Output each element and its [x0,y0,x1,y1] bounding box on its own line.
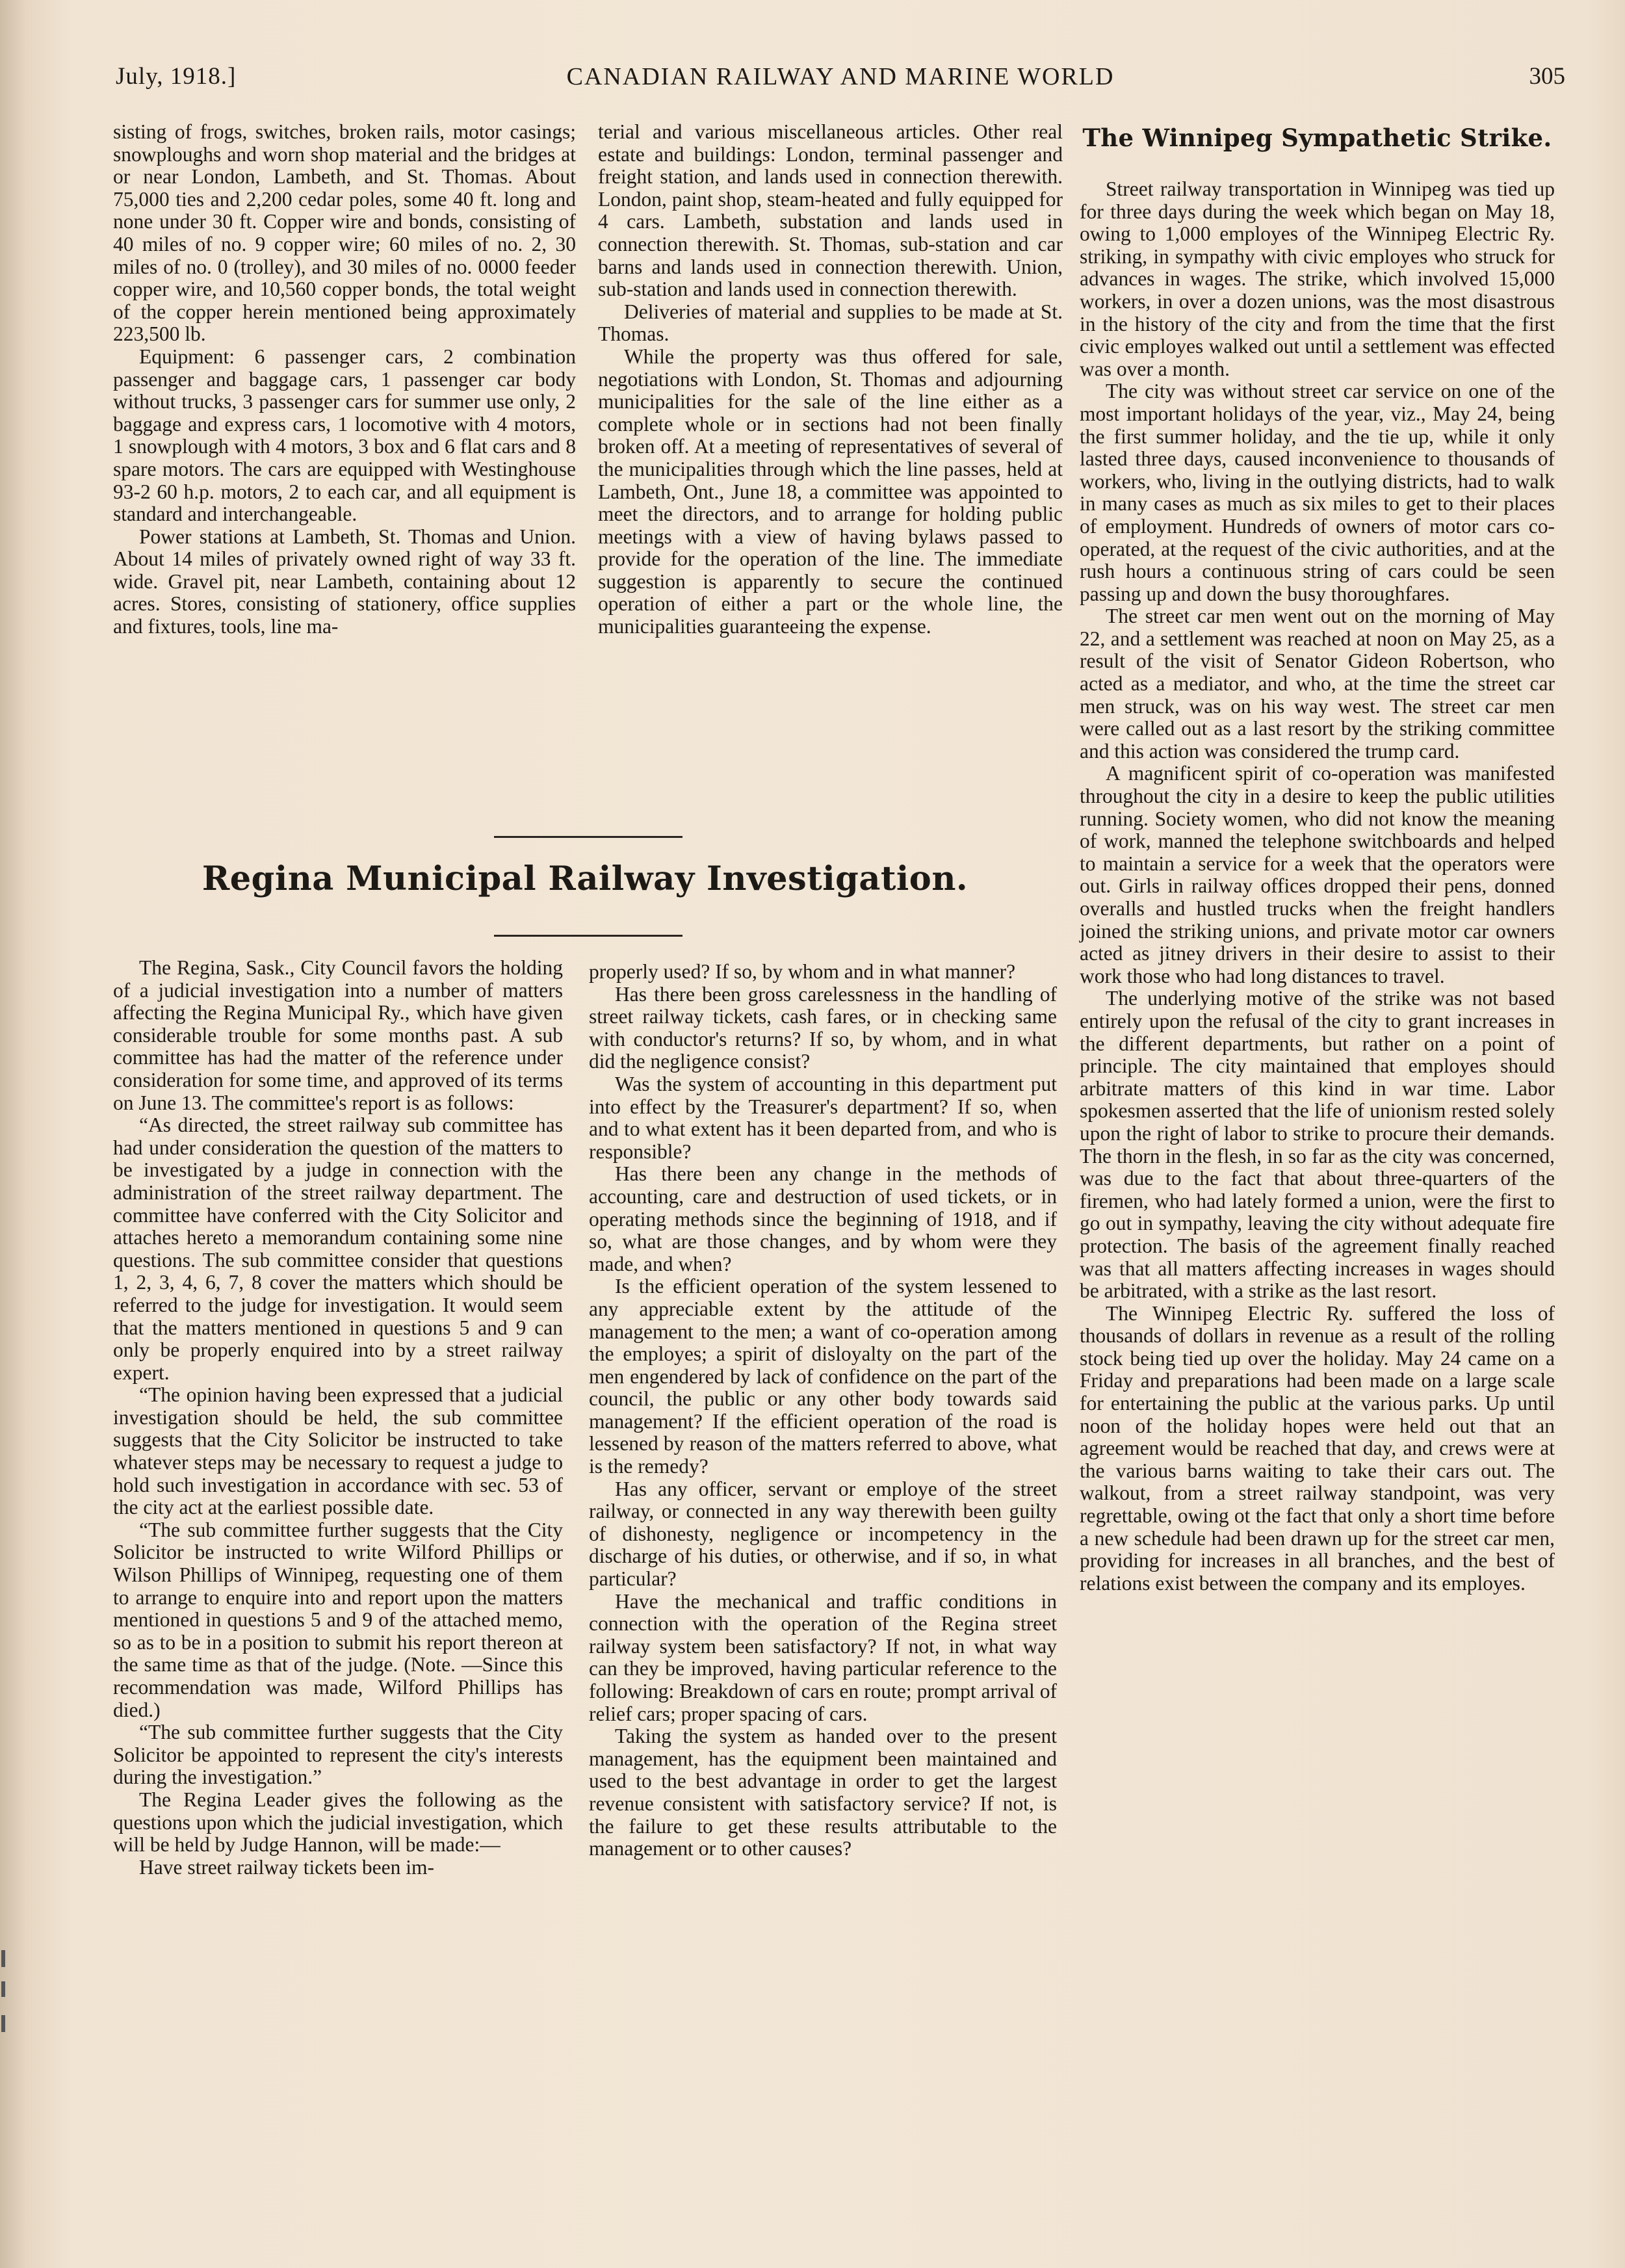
running-head [116,62,1565,95]
continued-article-left-column [113,121,576,638]
paragraph: “The sub committee further suggests that the City Solicitor be appointed to represent the city's interests during the investigation.” [113,1721,563,1789]
paragraph: The underlying motive of the strike was not based entirely upon the refusal of the city to grant increases in the different departments, but rather on a point of principle. The city maintained that employes should arbitrate matters of this kind in war time. Labor spokesmen asserted that the life of unionism rested solely upon the right of labor to strike to procure their demands. The thorn in the flesh, in so far as the city was concerned, was due to the fact that about three-quarters of the firemen, who had lately formed a union, were the first to go out in sympathy, leaving the city without adequate fire protection. The basis of the agreement finally reached was that all matters affecting increases in wages should be arbitrated, with a strike as the last resort. [1080,987,1555,1303]
paragraph: Deliveries of material and supplies to be made at St. Thomas. [598,300,1063,346]
paragraph: The Winnipeg Electric Ry. suffered the loss of thousands of dollars in revenue as a result of the rolling stock being tied up over the holiday. May 24 came on a Friday and preparations had been made on a large scale for entertaining the public at the various parks. Up until noon of the holiday hopes were held out that an agreement would be reached that day, and crews were at the various barns waiting to take their cars out. The walkout, from a street railway standpoint, was very regrettable, owing ot the fact that only a short time before a new schedule had been drawn up for the street car men, providing for increases in all branches, and the best of relations exist between the company and its employes. [1080,1301,1555,1595]
paragraph: Has there been gross carelessness in the handling of street railway tickets, cash fares, or in checking same with conductor's returns? If so, by whom, and in what did the negligence consist? [589,982,1057,1073]
paragraph: The Regina Leader gives the following as the questions upon which the judicial investigation, which will be held by Judge Hannon, will be made:— [113,1788,563,1857]
paragraph: Equipment: 6 passenger cars, 2 combination passenger and baggage cars, 1 passenger car body without trucks, 3 passenger cars for summer use only, 2 baggage and express cars, 1 locomotive with 4 motors, 1 snowplough with 4 motors, 3 box and 6 flat cars and 8 spare motors. The cars are equipped with Westinghouse 93-2 60 h.p. motors, 2 to each car, and all equipment is standard and interchangeable. [113,345,576,526]
regina-investigation-headline: Regina Municipal Railway Investigation. [202,859,968,898]
paragraph: Has any officer, servant or employe of the street railway, or connected in any way therewith been guilty of dishonesty, negligence or incompetency in the discharge of his duties, or otherwise, and if so, in what particular? [589,1477,1057,1591]
paragraph: Street railway transportation in Winnipeg was tied up for three days during the week which began on May 18, owing to 1,000 employes of the Winnipeg Electric Ry. striking, in sympathy with civic employes who struck for advances in wages. The strike, which involved 15,000 workers, in over a dozen unions, was the most disastrous in the history of the city and from the time that the first civic employes walked out until a settlement was effected was over a month. [1080,177,1555,380]
paragraph: Have street railway tickets been im- [139,1855,434,1879]
journal-title: CANADIAN RAILWAY AND MARINE WORLD [566,63,1115,90]
paragraph: A magnificent spirit of co-operation was manifested throughout the city in a desire to keep the public utilities running. Society women, who did not know the meaning of work, manned the telephone switchboards and helped to maintain a service for a week that the operators were out. Girls in railway offices dropped their pens, donned overalls and hustled trucks when the freight handlers joined the striking unions, and private motor car owners acted as jitney drivers in their desire to assist to their work those who had long distances to travel. [1080,762,1555,987]
regina-article-middle-column [589,961,1057,1860]
winnipeg-strike-column [1080,121,1555,1595]
paragraph: While the property was thus offered for sale, negotiations with London, St. Thomas and adjourning municipalities for the sale of the line either as a complete whole or in sections had not been finally broken off. At a meeting of representatives of several of the municipalities through which the line passes, held at Lambeth, Ont., June 18, a committee was appointed to meet the directors, and to arrange for holding public meetings with a view of having bylaws passed to provide for the operation of the line. The immediate suggestion is apparently to secure the continued operation of either a part or the whole line, the municipalities guaranteeing the expense. [598,345,1063,638]
paragraph: Has there been any change in the methods of accounting, care and destruction of used tickets, or in operating methods since the beginning of 1918, and if so, what are those changes, and by whom were they made, and when? [589,1162,1057,1275]
paragraph: Power stations at Lambeth, St. Thomas and Union. About 14 miles of privately owned right of way 33 ft. wide. Gravel pit, near Lambeth, containing about 12 acres. Stores, consisting of stationery, office supplies and fixtures, tools, line ma- [113,525,576,638]
paragraph: properly used? If so, by whom and in what manner? [589,960,1016,983]
continued-article-middle-column [598,121,1063,638]
winnipeg-strike-headline: The Winnipeg Sympathetic Strike. [1082,124,1552,152]
paragraph: “As directed, the street railway sub committee has had under consideration the question of the matters to be investigated by a judge in connection with the administration of the street railway department. The committee have conferred with the City Solicitor and attaches hereto a memorandum containing some nine questions. The sub committee consider that questions 1, 2, 3, 4, 6, 7, 8 cover the matters which should be referred to the judge for investigation. It would seem that the matters mentioned in questions 5 and 9 can only be properly enquired into by a street railway expert. [113,1114,563,1384]
paragraph: The street car men went out on the morning of May 22, and a settlement was reached at noon on May 25, as a result of the visit of Senator Gideon Robertson, who acted as a mediator, and who, at the time the street car men struck, was on his way west. The street car men were called out as a last resort by the striking committee and this action was considered the trump card. [1080,605,1555,763]
page-number: 305 [1529,63,1565,90]
paragraph: The city was without street car service on one of the most important holidays of the year, viz., May 24, being the first summer holiday, and the tie up, while it only lasted three days, caused inconvenience to thousands of workers, who, living in the outlying districts, had to walk in many cases as much as six miles to get to their places of employment. Hundreds of owners of motor cars co-operated, at the request of the civic authorities, and at the rush hours a continuous string of cars could be seen passing up and down the busy thoroughfares. [1080,380,1555,605]
headline-rule-top [494,836,682,838]
paragraph: “The sub committee further suggests that the City Solicitor be instructed to write Wilford Phillips or Wilson Phillips of Winnipeg, requesting one of them to arrange to enquire into and report upon the matters mentioned in questions 5 and 9 of the attached memo, so as to be in a position to submit his report thereon at the same time as that of the judge. (Note. —Since this recommendation was made, Wilford Phillips has died.) [113,1518,563,1721]
paragraph: Is the efficient operation of the system lessened to any appreciable extent by the attitude of the management to the men; a want of co-operation among the employes; a spirit of disloyalty on the part of the men engendered by lack of confidence on the part of the council, the public or any other body towards said management? If the efficient operation of the road is lessened by reason of the matters referred to above, what is the remedy? [589,1275,1057,1478]
paragraph: “The opinion having been expressed that a judicial investigation should be held, the sub committee suggests that the City Solicitor be instructed to take whatever steps may be necessary to request a judge to hold such investigation in accordance with sec. 53 of the city act at the earliest possible date. [113,1383,563,1519]
paragraph: sisting of frogs, switches, broken rails, motor casings; snowploughs and worn shop material and the bridges at or near London, Lambeth, and St. Thomas. About 75,000 ties and 2,200 cedar poles, some 40 ft. long and none under 30 ft. Copper wire and bonds, consisting of 40 miles of no. 9 copper wire; 60 miles of no. 2, 30 miles of no. 0 (trolley), and 30 miles of no. 0000 feeder copper wire, and 10,560 copper bonds, the total weight of the copper herein mentioned being approximately 223,500 lb. [113,120,576,346]
gutter-marks [0,1924,26,2119]
regina-article-left-column [113,957,563,1879]
paragraph: Have the mechanical and traffic conditions in connection with the operation of the Regina street railway system been satisfactory? If not, in what way can they be improved, having particular reference to the following: Breakdown of cars en route; prompt arrival of relief cars; proper spacing of cars. [589,1589,1057,1725]
paragraph: terial and various miscellaneous articles. Other real estate and buildings: London, terminal passenger and freight station, and lands used in connection therewith. London, paint shop, steam-heated and fully equipped for 4 cars. Lambeth, substation and lands used in connection therewith. St. Thomas, sub-station and car barns and lands used in connection therewith. Union, sub-station and lands used in connection therewith. [598,120,1063,301]
paragraph: Taking the system as handed over to the present management, has the equipment been maintained and used to the best advantage in order to get the largest revenue consistent with satisfactory service? If not, is the failure to get these results attributable to the management or to other causes? [589,1725,1057,1860]
paragraph: Was the system of accounting in this department put into effect by the Treasurer's department? If so, when and to what extent has it been departed from, and who is responsible? [589,1072,1057,1163]
paragraph: The Regina, Sask., City Council favors the holding of a judicial investigation into a number of matters affecting the Regina Municipal Ry., which have given considerable trouble for some months past. A sub committee has had the matter of the reference under consideration for some time, and approved of its terms on June 13. The committee's report is as follows: [113,956,563,1114]
issue-date: July, 1918.] [116,63,237,90]
headline-rule-bottom [494,935,682,937]
